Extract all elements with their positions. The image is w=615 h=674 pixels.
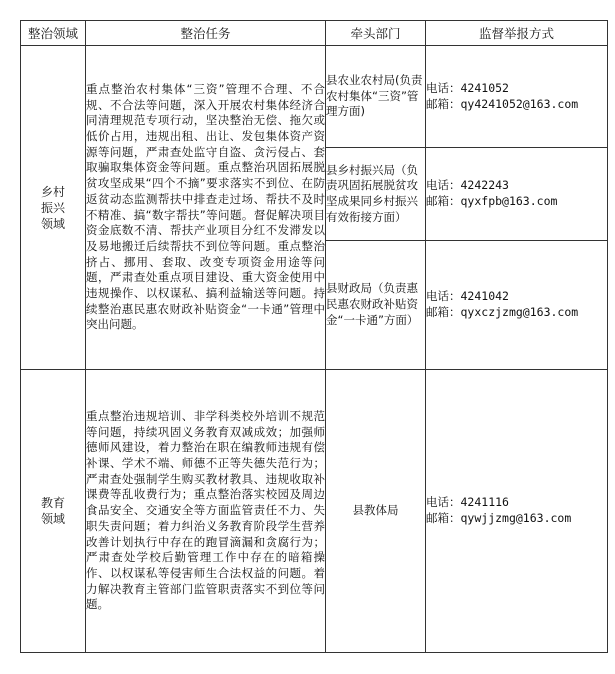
dept-cell: 县教体局 [326,370,426,653]
area-cell: 乡村 振兴 领域 [21,46,86,370]
phone-text: 电话：4241042 [426,289,509,304]
table-row [21,46,608,148]
table-row [21,370,608,653]
header-task: 整治任务 [86,21,326,46]
email-text: 邮箱：qyxfpb@163.com [426,194,558,208]
dept-cell: 县农业农村局(负责农村集体“三资”管理方面) [326,46,426,148]
email-text: 邮箱：qy4241052@163.com [426,96,579,111]
header-area: 整治领域 [21,21,86,46]
area-cell: 教育 领域 [21,370,86,653]
task-cell: 重点整治农村集体“三资”管理不合理、不合规、不合法等问题，深入开展农村集体经济合同清理规范专项行动，坚决整治无偿、拖欠或低价占用，违规出租、出让、发包集体资产资源等问题，严肃查处监守自盗、贪污侵占、套取骗取集体资金等问题。重点整治巩固拓展脱贫攻坚成果“四个不摘”要求落实不到位、在防返贫动态监测帮扶中排查走过场、帮扶不及时不精准、搞“数字帮扶”等问题。督促解决项目资金底数不清、帮扶产业项目分红不发滞发以及易地搬迁后续帮扶不到位等问题。重点整治挤占、挪用、套取、改变专项资金用途等问题，严肃查处重点项目建设、重大资金使用中违规操作、以权谋私、搞利益输送等问题。持续整治惠民惠农财政补贴资金“一卡通”管理中突出问题。 [86,46,326,370]
dept-cell: 县乡村振兴局（负责巩固拓展脱贫攻坚成果同乡村振兴有效衔接方面） [326,148,426,241]
email-text: 邮箱：qywjjzmg@163.com [426,511,572,525]
contact-cell [426,46,608,148]
table-header-row [21,21,608,46]
header-dept: 牵头部门 [326,21,426,46]
email-text: 邮箱：qyxczjzmg@163.com [426,305,579,319]
task-cell: 重点整治违规培训、非学科类校外培训不规范等问题，持续巩固义务教育双减成效；加强师德师风建设，着力整治在职在编教师违规有偿补课、学术不端、师德不正等失德失范行为；严肃查处强制学生购买教材教具、违规收取补课费等乱收费行为；重点整治落实校园及周边食品安全、交通安全等方面监管责任不力、失职失责问题；着力纠治义务教育阶段学生营养改善计划执行中存在的跑冒滴漏和贪腐行为；严肃查处学校后勤管理工作中存在的暗箱操作、以权谋私等侵害师生合法权益的问题。着力解决教育主管部门监管职责落实不到位等问题。 [86,370,326,653]
phone-text: 电话：4241116 [426,495,509,510]
header-contact: 监督举报方式 [426,21,608,46]
dept-cell: 县财政局（负责惠民惠农财政补贴资金“一卡通”方面） [326,241,426,370]
phone-text: 电话：4241052 [426,80,509,95]
contact-cell [426,370,608,653]
contact-cell [426,241,608,370]
contact-cell [426,148,608,241]
supervision-table [20,20,608,653]
phone-text: 电话：4242243 [426,178,509,193]
